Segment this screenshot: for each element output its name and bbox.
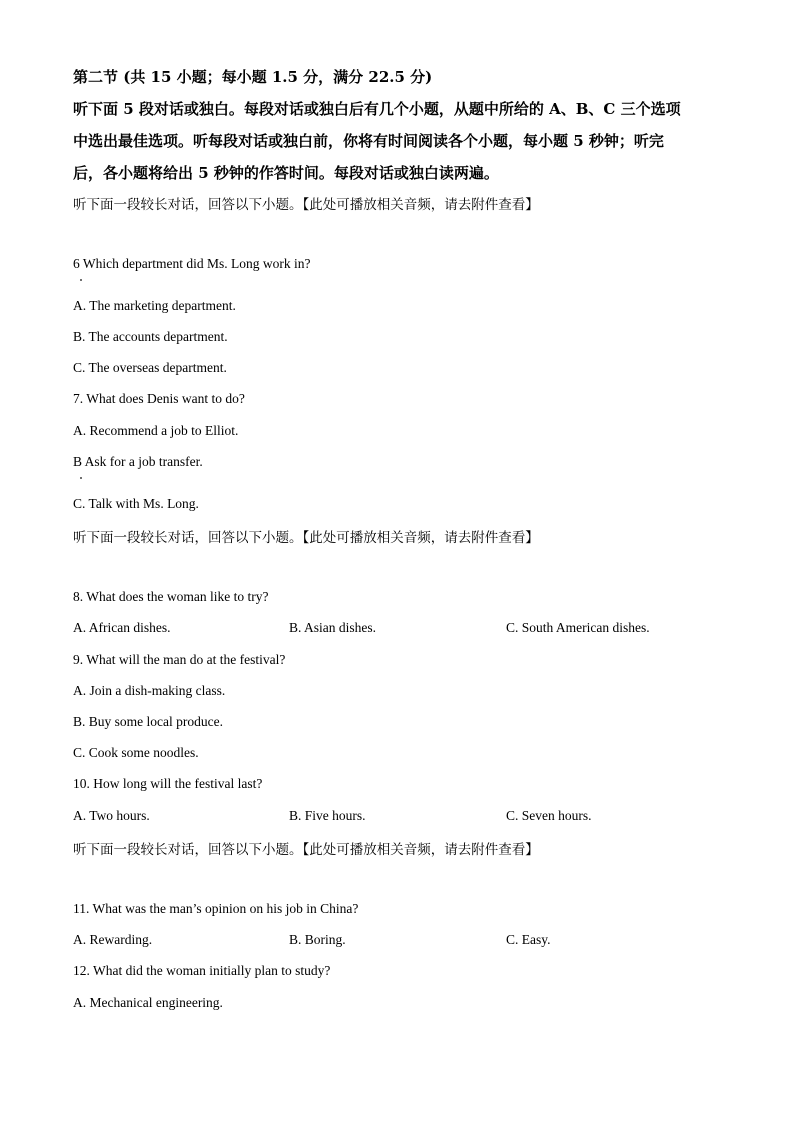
stray-mark (80, 477, 82, 479)
stray-mark (80, 279, 82, 281)
question-12-option-a: A. Mechanical engineering. (73, 995, 223, 1010)
question-7-option-c: C. Talk with Ms. Long. (73, 496, 199, 511)
question-9-stem: 9. What will the man do at the festival? (73, 652, 286, 667)
question-9-option-b: B. Buy some local produce. (73, 714, 223, 729)
question-6-option-a: A. The marketing department. (73, 298, 236, 313)
question-10-option-b: B. Five hours. (289, 808, 366, 823)
audio-note: 听下面一段较长对话，回答以下小题。【此处可播放相关音频，请去附件查看】 (73, 530, 539, 546)
question-8-stem: 8. What does the woman like to try? (73, 589, 269, 604)
question-11-stem: 11. What was the man’s opinion on his job in China? (73, 901, 359, 916)
question-9-option-c: C. Cook some noodles. (73, 745, 199, 760)
question-8-option-c: C. South American dishes. (506, 620, 650, 635)
question-11-option-b: B. Boring. (289, 932, 346, 947)
section-title: 第二节 (共 15 小题；每小题 1.5 分，满分 22.5 分) (73, 68, 433, 86)
question-8-option-b: B. Asian dishes. (289, 620, 377, 635)
audio-note: 听下面一段较长对话，回答以下小题。【此处可播放相关音频，请去附件查看】 (73, 197, 539, 213)
question-12-stem: 12. What did the woman initially plan to study? (73, 963, 331, 978)
question-10-stem: 10. How long will the festival last? (73, 776, 263, 791)
instructions-line-1: 听下面 5 段对话或独白。每段对话或独白后有几个小题，从题中所给的 A、B、C 三个选项 (73, 100, 681, 118)
question-6-option-c: C. The overseas department. (73, 360, 227, 375)
question-10-option-a: A. Two hours. (73, 808, 150, 823)
question-9-option-a: A. Join a dish-making class. (73, 683, 226, 698)
question-10-option-c: C. Seven hours. (506, 808, 592, 823)
question-11-option-c: C. Easy. (506, 932, 551, 947)
audio-note: 听下面一段较长对话，回答以下小题。【此处可播放相关音频，请去附件查看】 (73, 842, 539, 858)
question-8-option-a: A. African dishes. (73, 620, 171, 635)
question-7-option-b: B Ask for a job transfer. (73, 454, 203, 469)
instructions-line-3: 后，各小题将给出 5 秒钟的作答时间。每段对话或独白读两遍。 (73, 164, 499, 182)
question-6-option-b: B. The accounts department. (73, 329, 228, 344)
question-7-option-a: A. Recommend a job to Elliot. (73, 423, 239, 438)
instructions-line-2: 中选出最佳选项。听每段对话或独白前，你将有时间阅读各个小题，每小题 5 秒钟；听完 (73, 132, 664, 150)
question-7-stem: 7. What does Denis want to do? (73, 391, 245, 406)
question-6-stem: 6 Which department did Ms. Long work in? (73, 256, 311, 271)
question-11-option-a: A. Rewarding. (73, 932, 153, 947)
